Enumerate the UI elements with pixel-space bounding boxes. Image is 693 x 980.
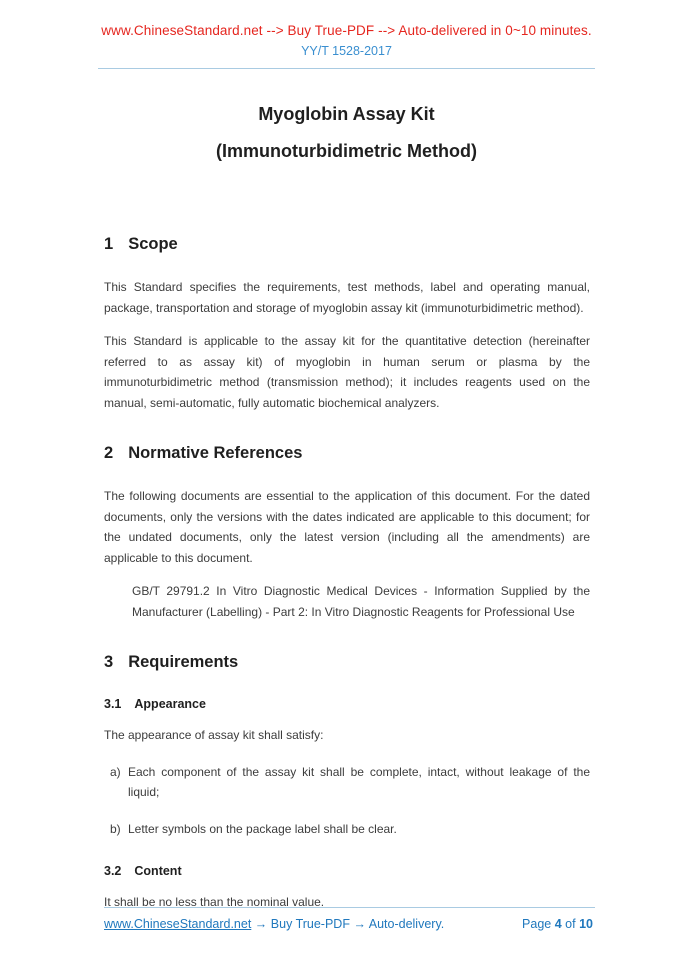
appearance-intro: The appearance of assay kit shall satisfy:	[104, 728, 324, 742]
standard-code: YY/T 1528-2017	[301, 44, 392, 58]
section-requirements-heading	[104, 652, 590, 672]
subsection-number: 3.1	[104, 697, 122, 711]
section-number: 1	[104, 235, 114, 253]
page-total: 10	[579, 917, 593, 931]
normative-paragraph: The following documents are essential to the application of this document. For the dated documents, only the versions with the dates indicated are applicable to this document; for the undated documents, only the latest version (including all the amendments) are applicable to this document.	[104, 489, 590, 565]
footer-rule	[104, 907, 595, 908]
page-of-label: of	[565, 917, 576, 931]
page-current: 4	[554, 917, 562, 931]
subsection-title: Appearance	[134, 697, 206, 711]
section-title: Requirements	[128, 653, 239, 671]
footer-delivery-label: Auto-delivery.	[368, 917, 445, 931]
page-indicator	[522, 917, 595, 931]
normative-reference: GB/T 29791.2 In Vitro Diagnostic Medical Devices - Information Supplied by the Manufacturer (Labelling) - Part 2: In Vitro Diagnostic Reagents for Professional Use	[132, 584, 590, 619]
section-number: 2	[104, 444, 114, 462]
footer-site-link[interactable]: www.ChineseStandard.net	[104, 917, 252, 931]
right-arrow-icon: →	[254, 917, 268, 931]
subsection-appearance-heading	[104, 696, 590, 712]
section-scope-heading	[104, 234, 590, 254]
subsection-content-heading	[104, 863, 590, 879]
page-label: Page	[522, 917, 552, 931]
section-title: Normative References	[128, 444, 303, 462]
header-rule	[98, 68, 595, 69]
list-item-text: Letter symbols on the package label shall be clear.	[128, 821, 397, 836]
scope-paragraph-2: This Standard is applicable to the assay kit for the quantitative detection (hereinafter referred to as assay kit) of myoglobin in human serum or plasma by the immunoturbidimetric method (transmission method); it includes reagents used on the manual, semi-automatic, fully automatic biochemical analyzers.	[104, 334, 590, 410]
list-item-a	[104, 762, 590, 803]
section-normative-heading	[104, 443, 590, 463]
subsection-number: 3.2	[104, 864, 122, 878]
footer-row	[104, 917, 595, 931]
content-paragraph: It shall be no less than the nominal value.	[104, 895, 325, 909]
subsection-title: Content	[134, 864, 182, 878]
list-item-b	[104, 819, 590, 840]
footer-left	[104, 917, 444, 931]
scope-paragraph-1: This Standard specifies the requirements, test methods, label and operating manual, package, transportation and storage of myoglobin assay kit (immunoturbidimetric method).	[104, 280, 590, 315]
section-number: 3	[104, 653, 114, 671]
section-title: Scope	[128, 235, 178, 253]
list-marker: b)	[110, 821, 121, 836]
header-banner: www.ChineseStandard.net --> Buy True-PDF --> Auto-delivered in 0~10 minutes.	[101, 23, 592, 38]
list-item-text: Each component of the assay kit shall be complete, intact, without leakage of the liquid;	[128, 764, 590, 799]
document-title-line1: Myoglobin Assay Kit	[258, 104, 435, 124]
footer-buy-label: Buy True-PDF	[270, 917, 350, 931]
right-arrow-icon: →	[353, 917, 366, 931]
list-marker: a)	[110, 764, 121, 779]
document-title	[0, 96, 693, 170]
page-footer	[104, 907, 595, 931]
document-title-line2: (Immunoturbidimetric Method)	[216, 141, 477, 161]
document-body	[104, 234, 590, 913]
